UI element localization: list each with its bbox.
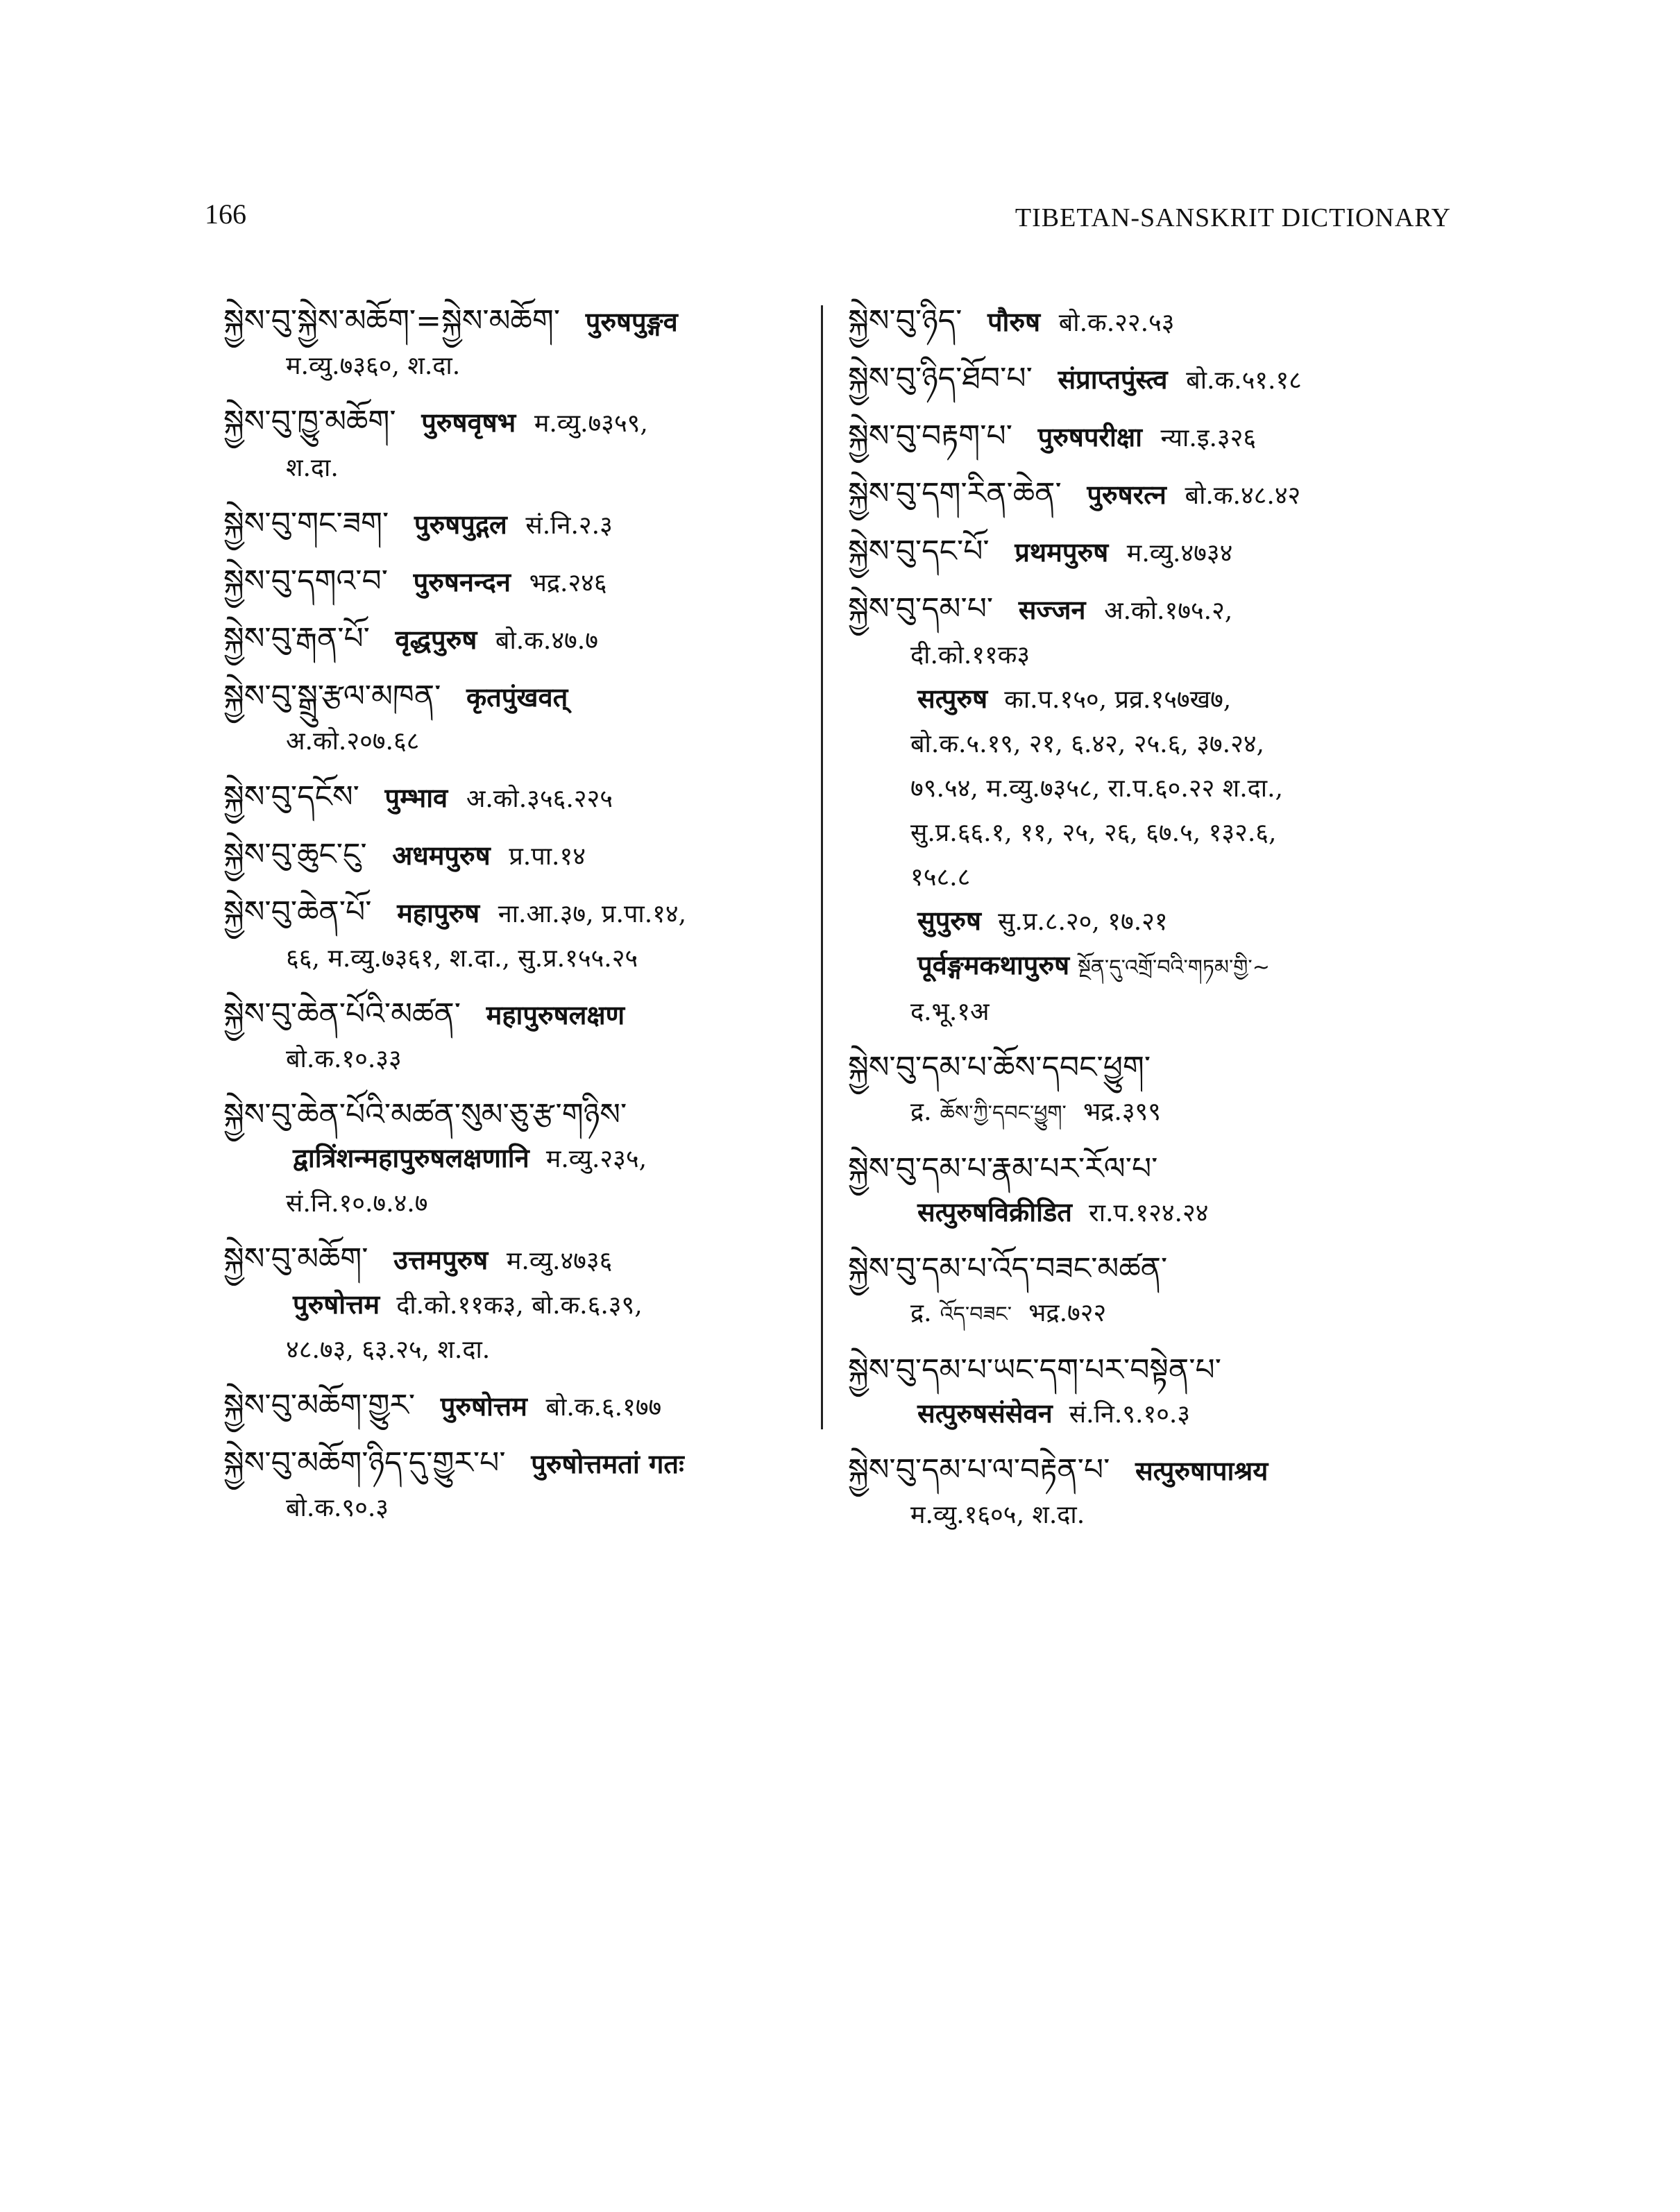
source-reference: बो.क.१०.३३ [286, 1045, 402, 1073]
source-reference: न्या.इ.३२६ [1160, 424, 1257, 452]
source-reference: ६६, म.व्यु.७३६१, श.दा., सु.प्र.१५५.२५ [286, 944, 638, 973]
entry-continuation-line [848, 899, 1459, 944]
entry-continuation-line [848, 633, 1459, 677]
entry-headword-line [223, 992, 827, 1037]
source-reference: म.व्यु.२३५, [545, 1145, 647, 1173]
entry-headword-line [848, 298, 1459, 345]
source-reference: सु.प्र.८.२०, १७.२१ [998, 908, 1168, 936]
entry-headword-line [223, 298, 827, 343]
tibetan-headword: སྐྱེས་བུ་ཁྱུ་མཆོག་ [223, 404, 396, 439]
tibetan-headword: སྐྱེས་བུ་དམ་པ་ [848, 591, 994, 627]
dictionary-entry [848, 414, 1459, 460]
entry-headword-line [848, 529, 1459, 575]
entry-headword-line [848, 1447, 1459, 1492]
source-reference: म.व्यु.१६०५, श.दा. [910, 1501, 1085, 1529]
dictionary-entry [223, 832, 827, 878]
entry-headword-line [223, 616, 827, 663]
entry-continuation-line [223, 1327, 827, 1372]
source-reference: का.प.१५०, प्रव्र.१५७ख७, [1004, 686, 1232, 714]
dictionary-entry [223, 1383, 827, 1429]
entry-continuation-line [848, 766, 1459, 810]
tibetan-headword: སྐྱེས་བུ་དམ་པ་འོད་བཟང་མཚན་ [848, 1251, 1168, 1286]
entry-continuation-line [848, 1492, 1459, 1537]
source-reference: १५८.८ [910, 863, 971, 892]
source-reference: द्र. [910, 1299, 932, 1327]
dictionary-entry [848, 298, 1459, 345]
dictionary-entry [223, 1236, 827, 1372]
dictionary-entry [223, 616, 827, 663]
entry-continuation-line [223, 1486, 827, 1530]
sanskrit-equivalent: पुरुषरत्न [1087, 479, 1166, 510]
entry-continuation-line [848, 944, 1459, 989]
tibetan-headword: སྐྱེས་བུ་ཆེན་པོའི་མཚན་ [223, 996, 461, 1032]
source-reference: भद्र.७२२ [1028, 1299, 1107, 1327]
sanskrit-equivalent: पुरुषोत्तम [293, 1288, 380, 1320]
dictionary-entry [848, 586, 1459, 1034]
tibetan-headword: སྐྱེས་བུ་དམ་པ་ལ་བརྟེན་པ་ [848, 1452, 1110, 1488]
tibetan-headword: སྐྱེས་བུ་ཆེན་པོ་ [223, 894, 372, 930]
sanskrit-equivalent: द्वात्रिंशन्महापुरुषलक्षणानि [293, 1142, 529, 1173]
source-reference: अ.को.३५६.२२५ [466, 785, 613, 813]
sanskrit-equivalent: सज्जन [1018, 594, 1086, 625]
entry-continuation-line [848, 810, 1459, 855]
dictionary-entry [223, 501, 827, 547]
tibetan-headword: སྐྱེས་བུ་ཆེན་པོའི་མཚན་སུམ་ཅུ་རྩ་གཉིས་ [223, 1097, 627, 1132]
source-reference: प्र.पा.१४ [509, 842, 586, 871]
sanskrit-equivalent: पुरुषनन्दन [413, 566, 511, 597]
tibetan-headword: སྐྱེས་བུ་མཆོག་ [223, 1241, 368, 1277]
entry-headword-line [848, 414, 1459, 460]
entry-headword-line [848, 586, 1459, 633]
dictionary-entry [848, 1146, 1459, 1235]
tibetan-headword: སྐྱེས་བུ་ཉིད་ཐོབ་པ་ [848, 361, 1033, 396]
sanskrit-equivalent: प्रथमपुरुष [1015, 536, 1109, 568]
dictionary-entry [223, 992, 827, 1081]
entry-continuation-line [223, 719, 827, 763]
sanskrit-equivalent: कृतपुंखवत् [466, 681, 568, 713]
entry-continuation-line [848, 1191, 1459, 1235]
sanskrit-equivalent: संप्राप्तपुंस्त्व [1058, 364, 1168, 395]
source-reference: अ.को.२०७.६८ [286, 727, 420, 756]
entry-continuation-line [223, 1037, 827, 1081]
tibetan-headword: སྐྱེས་བུ་དམ་པ་ཆོས་དབང་ཕྱུག་ [848, 1050, 1151, 1085]
tibetan-headword: སྐྱེས་བུ་དང་པོ་ [848, 534, 990, 569]
sanskrit-equivalent: सत्पुरुषसंसेवन [917, 1397, 1053, 1429]
tibetan-headword: སྐྱེས་བུ་སྒྲུ་རྩལ་མཁན་ [223, 679, 441, 714]
entry-continuation-line [848, 1291, 1459, 1336]
entry-headword-line [223, 501, 827, 547]
entry-headword-line [223, 1092, 827, 1137]
sanskrit-equivalent: पौरुष [987, 306, 1041, 337]
source-reference: भद्र.३९९ [1083, 1098, 1161, 1126]
entry-continuation-line [848, 722, 1459, 766]
dictionary-entry [848, 529, 1459, 575]
source-reference: अ.को.१७५.२, [1104, 597, 1233, 625]
entry-headword-line [848, 1347, 1459, 1392]
source-reference: दी.को.११क३ [910, 641, 1030, 670]
source-reference: सं.नि.२.३ [525, 511, 613, 540]
source-reference: म.व्यु.४७३६ [506, 1247, 613, 1275]
source-reference: दी.को.११क३, बो.क.६.३९, [396, 1291, 643, 1320]
sanskrit-equivalent: पुरुषपुङ्गव [585, 306, 678, 337]
source-reference: सं.नि.९.१०.३ [1069, 1400, 1191, 1429]
sanskrit-equivalent: पुम्भाव [384, 782, 448, 813]
dictionary-entry [223, 559, 827, 605]
column-rule [821, 305, 823, 1429]
entry-headword-line [223, 1383, 827, 1429]
entry-headword-line [848, 1045, 1459, 1089]
dictionary-entry [223, 774, 827, 821]
page-number: 166 [205, 198, 246, 230]
source-reference: बो.क.६.१७७ [545, 1393, 662, 1422]
tibetan-headword: སྐྱེས་བུ་བརྟག་པ་ [848, 418, 1012, 454]
source-reference: बो.क.४७.७ [495, 627, 598, 655]
source-reference: श.दा. [286, 454, 339, 482]
sanskrit-equivalent: पुरुषपुद्गल [414, 509, 507, 540]
source-reference: बो.क.९०.३ [286, 1494, 389, 1522]
sanskrit-equivalent: पुरुषवृषभ [421, 407, 516, 438]
source-reference: म.व्यु.७३६०, श.दा. [286, 352, 461, 380]
source-reference: द्र. [910, 1098, 932, 1126]
tibetan-headword: སྐྱེས་བུ་མཆོག་ཉིད་དུ་གྱུར་པ་ [223, 1445, 506, 1481]
sanskrit-equivalent: उत्तमपुरुष [393, 1244, 489, 1275]
sanskrit-equivalent: महापुरुष [397, 897, 480, 928]
source-reference: बो.क.४८.४२ [1185, 482, 1301, 510]
source-reference: सं.नि.१०.७.४.७ [286, 1189, 428, 1218]
tibetan-headword: སྐྱེས་བུ་མཆོག་གྱུར་ [223, 1388, 416, 1423]
sanskrit-equivalent: सत्पुरुषापाश्रय [1135, 1455, 1269, 1486]
source-reference: द.भू.१अ [910, 998, 990, 1026]
tibetan-headword: སྐྱེས་བུ་དག་རིན་ཆེན་ [848, 476, 1062, 511]
entry-continuation-line [223, 1137, 827, 1181]
source-reference: रा.प.१२४.२४ [1089, 1199, 1209, 1227]
dictionary-entry [848, 356, 1459, 402]
source-reference: म.व्यु.४७३४ [1126, 539, 1233, 568]
tibetan-cross-reference: སྔོན་དུ་འགྲོ་བའི་གཏམ་གྱི་~ [1078, 955, 1270, 980]
tibetan-headword: སྐྱེས་བུ་རྒན་པོ་ [223, 621, 370, 656]
entry-headword-line [223, 399, 827, 445]
dictionary-entry [223, 399, 827, 490]
tibetan-cross-reference: འོད་བཟང་ [940, 1302, 1012, 1327]
dictionary-entry [223, 674, 827, 763]
sanskrit-equivalent: सुपुरुष [917, 905, 981, 936]
tibetan-headword: སྐྱེས་བུ་ཉིད་ [848, 303, 962, 339]
source-reference: बो.क.५.१९, २१, ६.४२, २५.६, ३७.२४, [910, 730, 1264, 758]
entry-headword-line [223, 559, 827, 605]
source-reference: ४८.७३, ६३.२५, श.दा. [286, 1336, 491, 1364]
source-reference: भद्र.२४६ [529, 569, 607, 597]
dictionary-entry [848, 471, 1459, 518]
sanskrit-equivalent: सत्पुरुषविक्रीडित [917, 1196, 1072, 1227]
tibetan-cross-reference: ཆོས་ཀྱི་དབང་ཕྱུག་ [940, 1101, 1067, 1125]
tibetan-headword: སྐྱེས་བུ་དམ་པ་ཡང་དག་པར་བསྟེན་པ་ [848, 1352, 1221, 1388]
entry-headword-line [223, 774, 827, 821]
entry-headword-line [223, 674, 827, 719]
entry-continuation-line [848, 677, 1459, 722]
entry-headword-line [223, 1440, 827, 1486]
source-reference: ७९.५४, म.व्यु.७३५८, रा.प.६०.२२ श.दा., [910, 774, 1283, 803]
entry-headword-line [848, 471, 1459, 518]
entry-continuation-line [848, 989, 1459, 1034]
entry-continuation-line [223, 936, 827, 980]
tibetan-headword: སྐྱེས་བུ་གང་ཟག་ [223, 506, 389, 541]
sanskrit-equivalent: पुरुषोत्तम [440, 1390, 527, 1422]
dictionary-entry [848, 1347, 1459, 1436]
dictionary-entry [848, 1045, 1459, 1135]
source-reference: बो.क.५१.१८ [1186, 366, 1302, 395]
tibetan-headword: སྐྱེས་བུ་སྐྱེས་མཆོག་=སྐྱེས་མཆོག་ [223, 303, 561, 339]
entry-continuation-line [848, 1392, 1459, 1436]
entry-headword-line [848, 1246, 1459, 1291]
dictionary-entry [848, 1447, 1459, 1537]
entry-continuation-line [223, 1181, 827, 1225]
entry-continuation-line [848, 1089, 1459, 1135]
entry-continuation-line [848, 855, 1459, 899]
sanskrit-equivalent: पुरुषपरीक्षा [1037, 421, 1142, 452]
sanskrit-equivalent: वृद्धपुरुष [395, 624, 477, 655]
sanskrit-equivalent: महापुरुषलक्षण [486, 999, 625, 1030]
dictionary-entry [223, 1092, 827, 1225]
sanskrit-equivalent: पूर्वङ्गमकथापुरुष [917, 949, 1070, 980]
running-title: TIBETAN-SANSKRIT DICTIONARY [1015, 203, 1451, 232]
dictionary-entry [223, 1440, 827, 1530]
source-reference: ना.आ.३७, प्र.पा.१४, [498, 900, 687, 928]
source-reference: म.व्यु.७३५९, [534, 409, 648, 438]
dictionary-entry [223, 890, 827, 980]
tibetan-headword: སྐྱེས་བུ་དམ་པ་རྣམ་པར་རོལ་པ་ [848, 1151, 1158, 1186]
entry-continuation-line [223, 1283, 827, 1327]
tibetan-headword: སྐྱེས་བུ་དགའ་བ་ [223, 563, 388, 599]
sanskrit-equivalent: सत्पुरुष [917, 683, 988, 714]
tibetan-headword: སྐྱེས་བུ་དངོས་ [223, 779, 359, 815]
entry-headword-line [223, 1236, 827, 1283]
dictionary-entry [223, 298, 827, 388]
tibetan-headword: སྐྱེས་བུ་ཆུང་ངུ་ [223, 837, 367, 872]
source-reference: बो.क.२२.५३ [1058, 309, 1175, 337]
sanskrit-equivalent: पुरुषोत्तमतां गतः [531, 1448, 684, 1479]
entry-continuation-line [223, 445, 827, 490]
entry-headword-line [223, 890, 827, 936]
dictionary-entry [848, 1246, 1459, 1336]
left-column [223, 298, 827, 1541]
entry-headword-line [223, 832, 827, 878]
source-reference: सु.प्र.६६.१, ११, २५, २६, ६७.५, १३२.६, [910, 819, 1277, 847]
entry-headword-line [848, 1146, 1459, 1191]
right-column [848, 298, 1459, 1548]
entry-headword-line [848, 356, 1459, 402]
entry-continuation-line [223, 343, 827, 388]
sanskrit-equivalent: अधमपुरुष [392, 840, 491, 871]
